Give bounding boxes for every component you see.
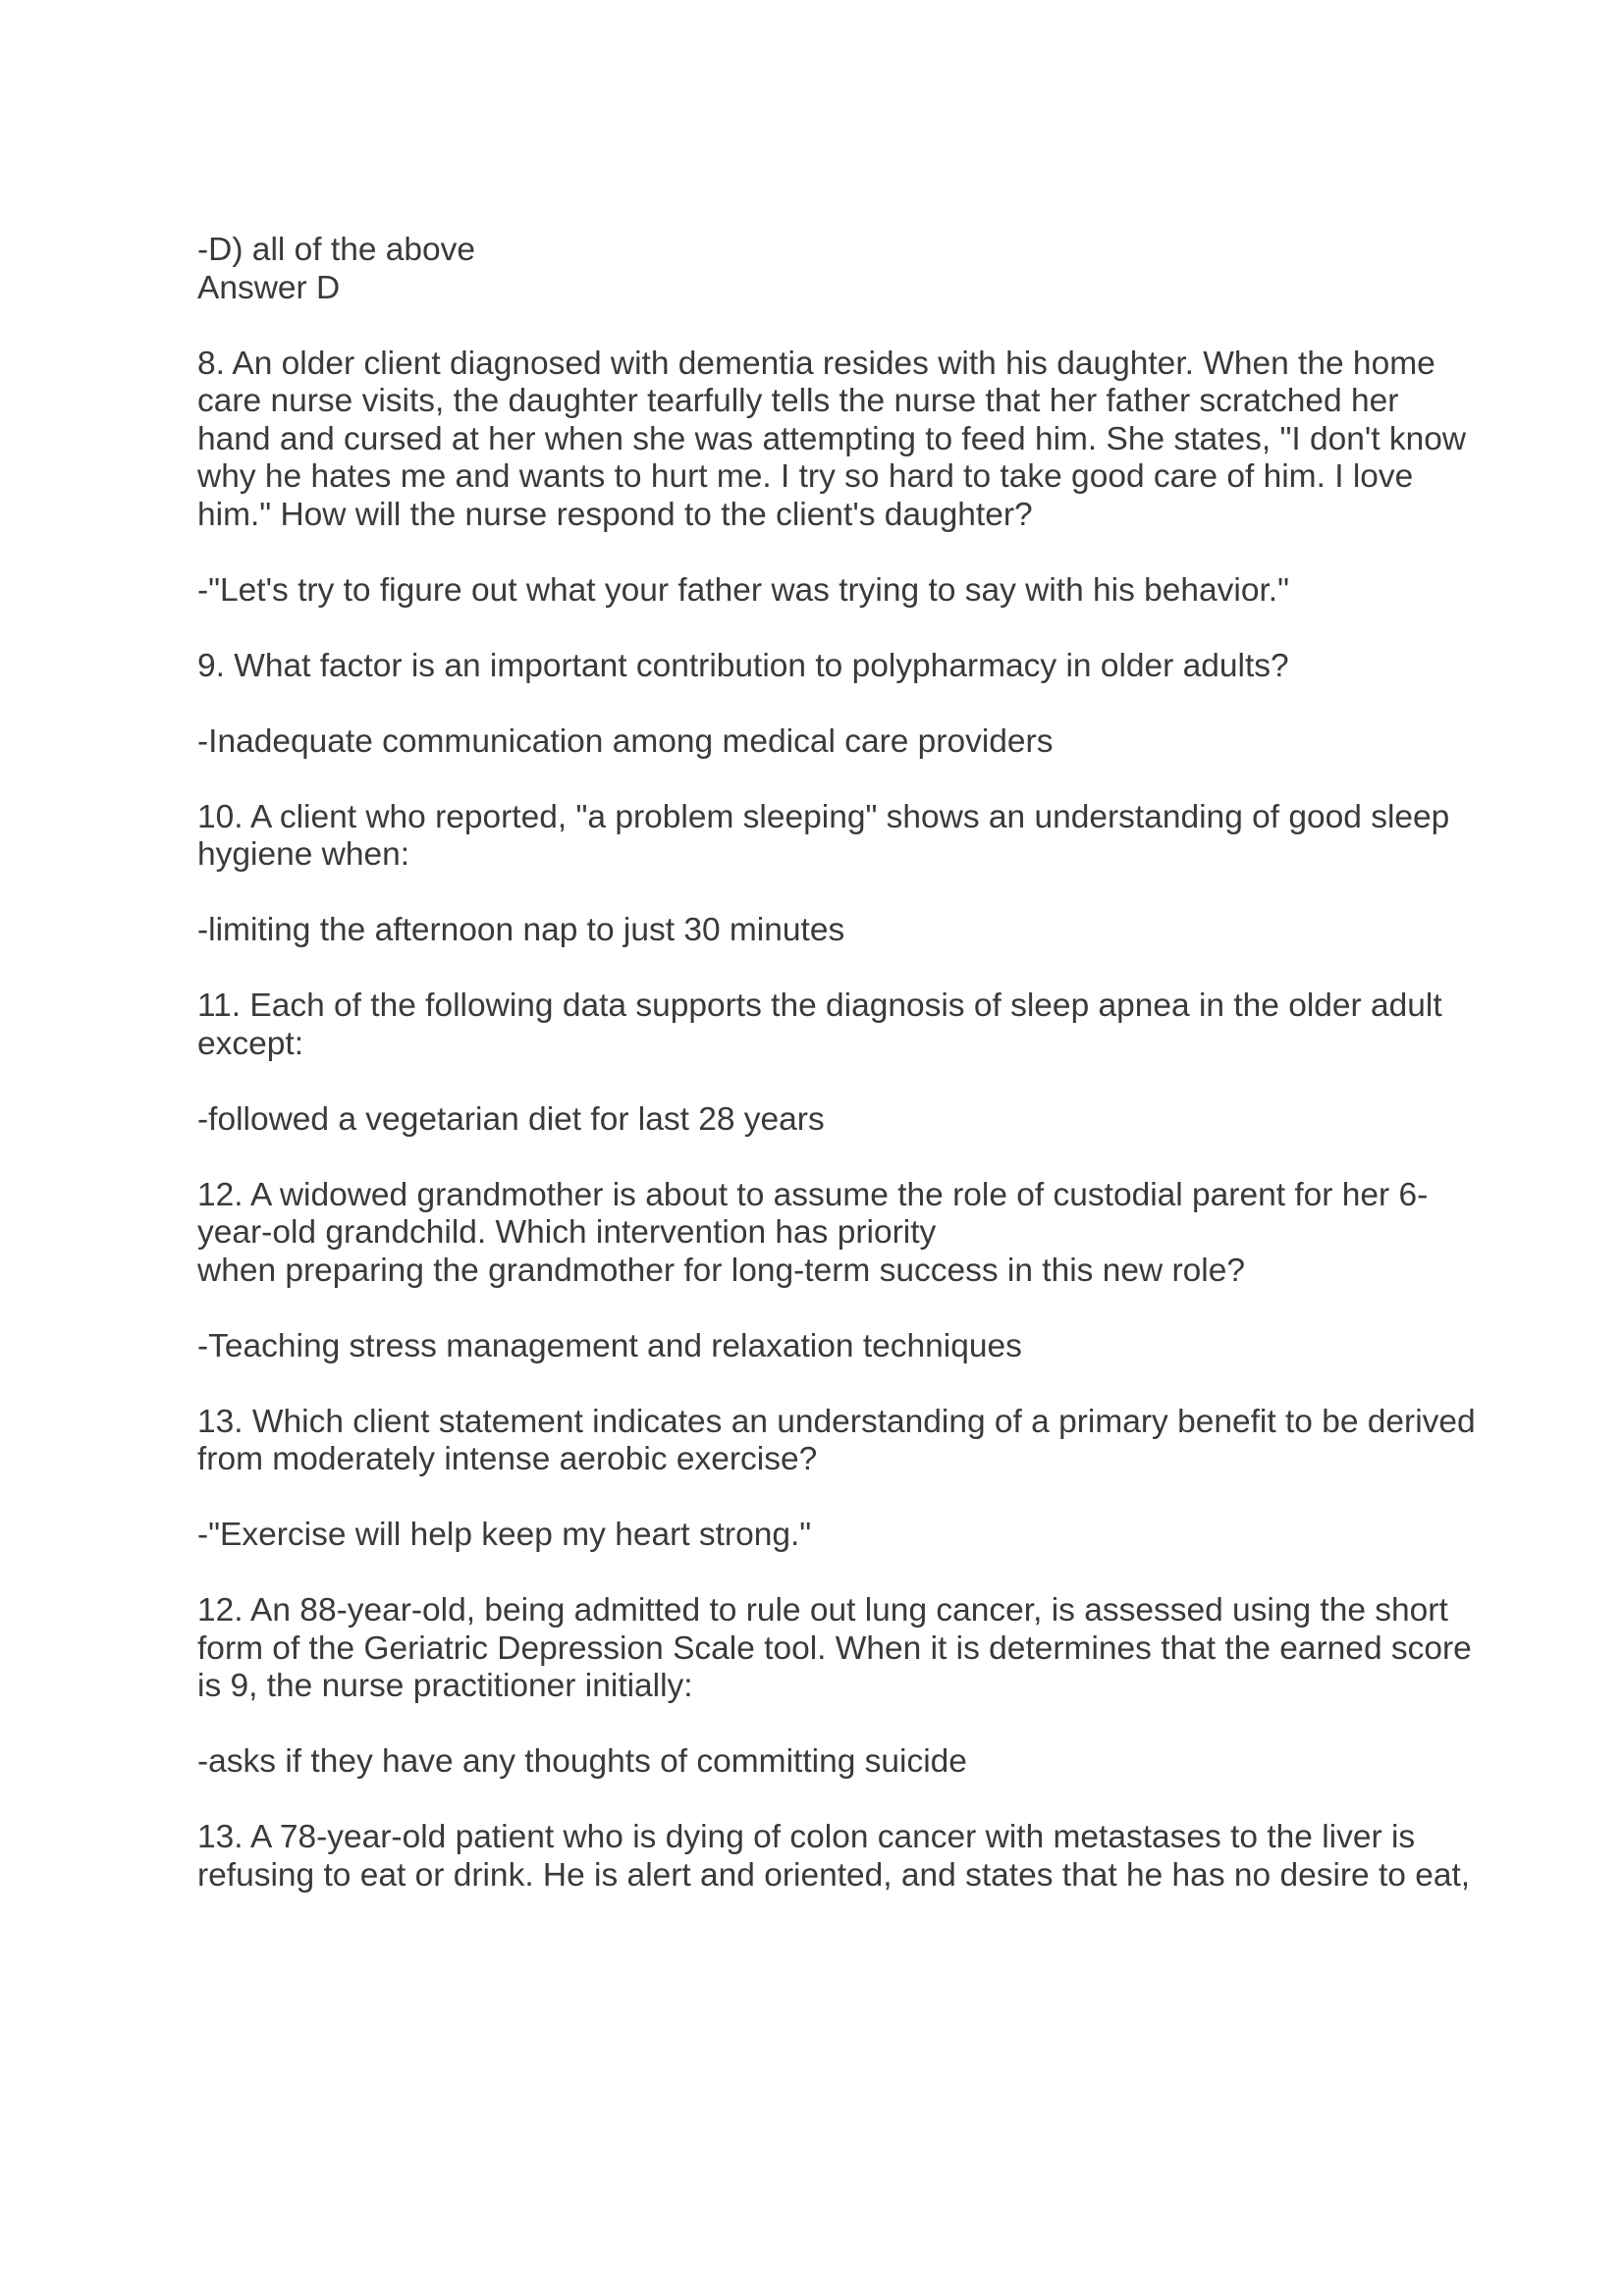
question-text-line: 12. An 88-year-old, being admitted to rule out lung cancer, is assessed using the short: [197, 1592, 1448, 1629]
question-13: [197, 1404, 1484, 1479]
question-text-line: 9. What factor is an important contribution to polypharmacy in older adults?: [197, 647, 1289, 684]
question-text-line: 11. Each of the following data supports the diagnosis of sleep apnea in the older adult: [197, 988, 1442, 1024]
question-8: [197, 346, 1484, 535]
question-text-line: 13. Which client statement indicates an understanding of a primary benefit to be derived: [197, 1403, 1476, 1440]
question-text-line: except:: [197, 1025, 304, 1062]
answer-text: -Inadequate communication among medical care providers: [197, 722, 1054, 760]
question-text-line: hand and cursed at her when she was attempting to feed him. She states, "I don't know: [197, 420, 1467, 457]
answer-text: -D) all of the above: [197, 232, 476, 268]
answer-text: -"Exercise will help keep my heart strong.": [197, 1517, 812, 1553]
answer-text: -"Let's try to figure out what your father was trying to say with his behavior.": [197, 571, 1289, 609]
answer-text: -Teaching stress management and relaxation techniques: [197, 1327, 1022, 1364]
question-text-line: him." How will the nurse respond to the client's daughter?: [197, 496, 1033, 533]
question-text-line: hygiene when:: [197, 836, 410, 873]
question-text-line: when preparing the grandmother for long-term success in this new role?: [197, 1252, 1245, 1289]
answer-11: [197, 1101, 1484, 1140]
answer-key: Answer D: [197, 269, 341, 306]
answer-8: [197, 572, 1484, 611]
question-text-line: year-old grandchild. Which intervention has priority: [197, 1214, 937, 1251]
question-text-line: 12. A widowed grandmother is about to assume the role of custodial parent for her 6-: [197, 1176, 1429, 1213]
question-text-line: refusing to eat or drink. He is alert and oriented, and states that he has no desire to eat,: [197, 1856, 1471, 1894]
answer-text: -followed a vegetarian diet for last 28 years: [197, 1100, 825, 1138]
question-13-second: [197, 1819, 1484, 1895]
question-9: [197, 648, 1484, 686]
document-body: [197, 232, 1484, 1933]
answer-block-7: [197, 232, 1484, 307]
question-text-line: why he hates me and wants to hurt me. I try so hard to take good care of him. I love: [197, 458, 1414, 495]
question-text-line: 8. An older client diagnosed with dementia resides with his daughter. When the home: [197, 345, 1435, 382]
answer-13: [197, 1517, 1484, 1555]
answer-10: [197, 912, 1484, 950]
question-12: [197, 1177, 1484, 1291]
answer-12-second: [197, 1743, 1484, 1782]
question-text-line: 13. A 78-year-old patient who is dying of colon cancer with metastases to the liver is: [197, 1819, 1416, 1855]
question-12-second: [197, 1592, 1484, 1706]
question-text-line: form of the Geriatric Depression Scale tool. When it is determines that the earned score: [197, 1629, 1472, 1667]
question-text-line: care nurse visits, the daughter tearfully tells the nurse that her father scratched her: [197, 383, 1399, 419]
question-10: [197, 799, 1484, 875]
answer-12: [197, 1328, 1484, 1366]
answer-text: -asks if they have any thoughts of committing suicide: [197, 1743, 967, 1780]
answer-text: -limiting the afternoon nap to just 30 minutes: [197, 912, 845, 948]
answer-9: [197, 723, 1484, 762]
question-11: [197, 988, 1484, 1063]
question-text-line: is 9, the nurse practitioner initially:: [197, 1668, 693, 1704]
question-text-line: 10. A client who reported, "a problem sleeping" shows an understanding of good sleep: [197, 798, 1450, 835]
question-text-line: from moderately intense aerobic exercise?: [197, 1441, 818, 1477]
